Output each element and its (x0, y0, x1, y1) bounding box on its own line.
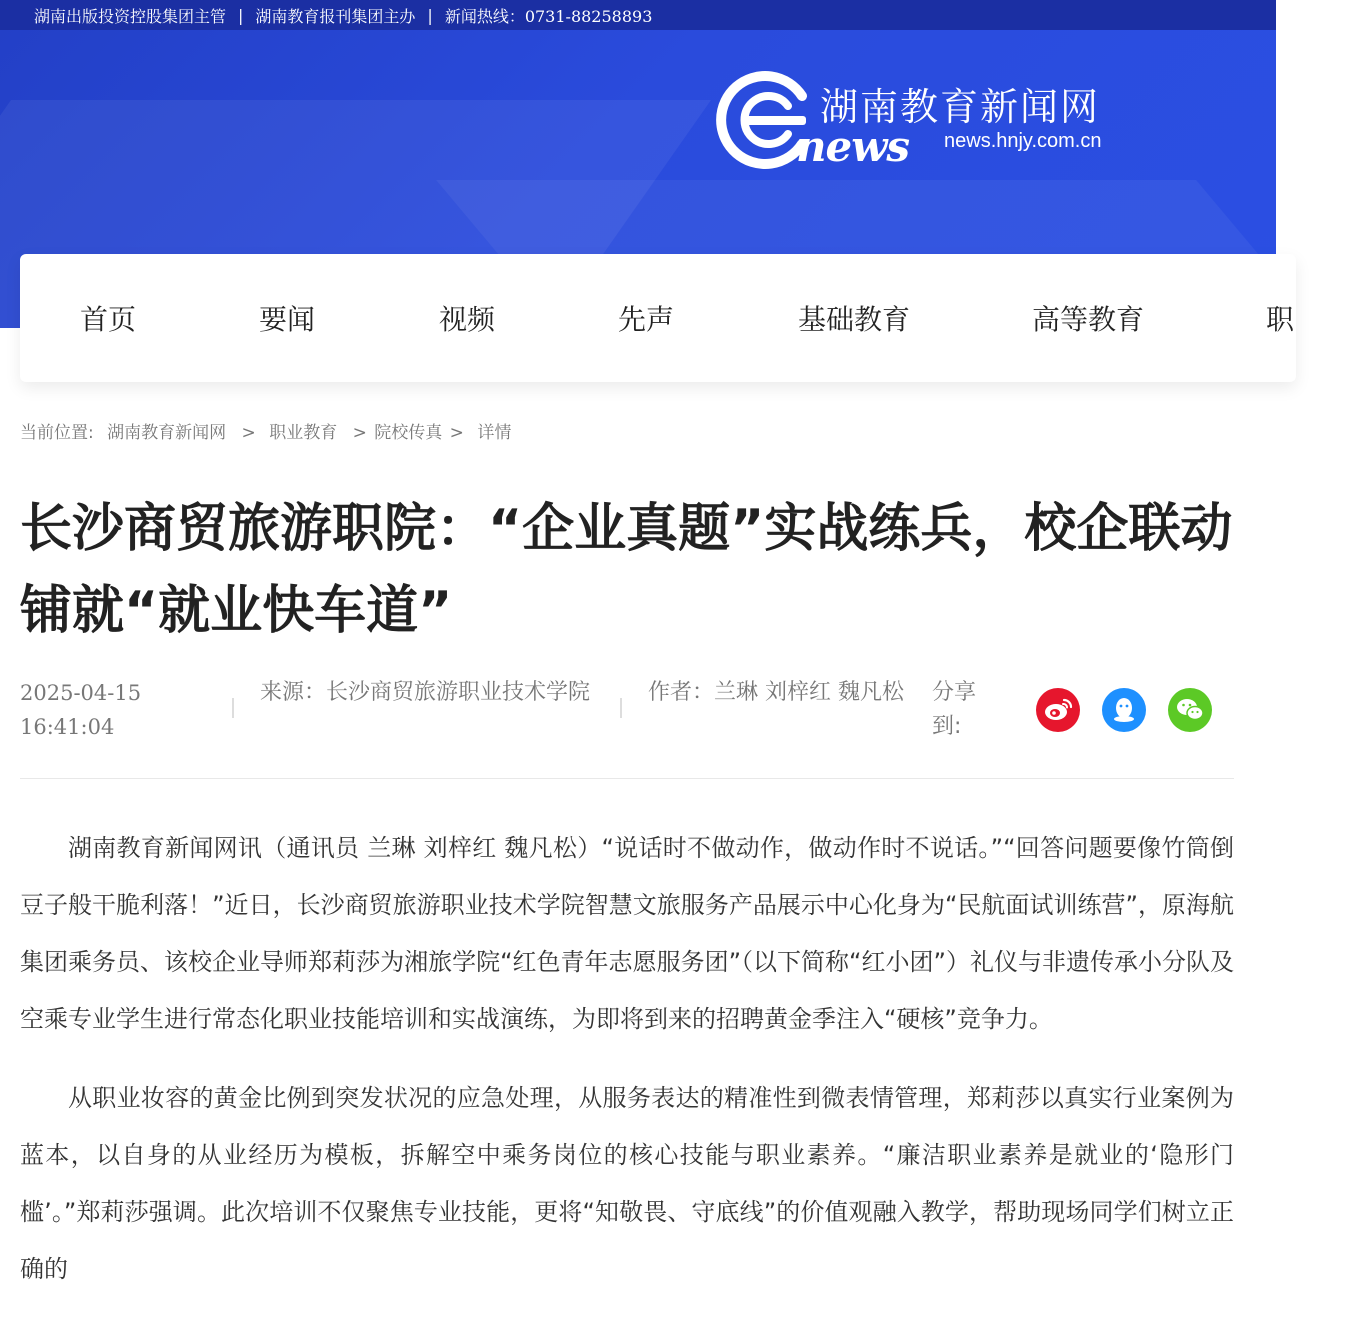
article-paragraph: 从职业妆容的黄金比例到突发状况的应急处理，从服务表达的精准性到微表情管理，郑莉莎以真实行业案例为蓝本，以自身的从业经历为模板，拆解空中乘务岗位的核心技能与职业素养。“廉洁职业素养是就业的‘隐形门槛’。”郑莉莎强调。此次培训不仅聚焦专业技能，更将“知敬畏、守底线”的价值观融入教学，帮助现场同学们树立正确的 (20, 1084, 1234, 1283)
breadcrumb-separator: > (352, 423, 367, 443)
main-nav (20, 254, 1296, 382)
logo-news-word: news (796, 122, 910, 171)
article-paragraph: 湖南教育新闻网讯（通讯员 兰琳 刘梓红 魏凡松）“说话时不做动作，做动作时不说话。”“回答问题要像竹筒倒豆子般干脆利落！”近日，长沙商贸旅游职业技术学院智慧文旅服务产品展示中心化身为“民航面试训练营”，原海航集团乘务员、该校企业导师郑莉莎为湘旅学院“红色青年志愿服务团”（以下简称“红小团”）礼仪与非遗传承小分队及空乘专业学生进行常态化职业技能培训和实战演练，为即将到来的招聘黄金季注入“硬核”竞争力。 (20, 834, 1234, 1033)
nav-item-home[interactable]: 首页 (80, 303, 137, 336)
wechat-icon[interactable] (1168, 688, 1212, 732)
breadcrumb-separator: > (449, 423, 464, 443)
nav-item-vocational[interactable]: 职 (1266, 303, 1295, 336)
weibo-icon[interactable] (1036, 688, 1080, 732)
top-bar (0, 0, 1276, 30)
hotline-text: 新闻热线：0731-88258893 (444, 6, 653, 26)
publish-date: 2025-04-15 16:41:04 (20, 681, 142, 739)
breadcrumb (20, 418, 519, 443)
breadcrumb-current: 详情 (477, 423, 512, 443)
meta-divider (620, 698, 622, 718)
article-title: 长沙商贸旅游职院：“企业真题”实战练兵，校企联动铺就“就业快车道” (20, 499, 1233, 641)
share-label: 分享到: (932, 680, 977, 739)
breadcrumb-separator: > (241, 423, 256, 443)
nav-item-higher-education[interactable]: 高等教育 (1032, 303, 1145, 336)
qq-icon[interactable] (1102, 688, 1146, 732)
logo-url: news.hnjy.com.cn (944, 130, 1102, 152)
meta-divider-line (20, 778, 1234, 779)
logo-title: 湖南教育新闻网 (820, 85, 1101, 129)
site-logo[interactable] (716, 70, 1136, 170)
topbar-separator: | (427, 5, 433, 25)
breadcrumb-label: 当前位置: (20, 423, 94, 443)
nav-item-headlines[interactable]: 要闻 (259, 303, 316, 336)
sponsor-text-2: 湖南教育报刊集团主办 (255, 6, 416, 26)
nav-item-video[interactable]: 视频 (439, 303, 496, 336)
topbar-separator: | (238, 5, 244, 25)
nav-item-xiansheng[interactable]: 先声 (618, 303, 675, 336)
breadcrumb-link-college-news[interactable]: 院校传真 (374, 423, 443, 443)
article-author: 作者：兰琳 刘梓红 魏凡松 (648, 680, 904, 705)
sponsor-text-1: 湖南出版投资控股集团主管 (34, 6, 227, 26)
nav-item-basic-education[interactable]: 基础教育 (798, 303, 911, 336)
article-source: 来源：长沙商贸旅游职业技术学院 (260, 680, 591, 705)
meta-divider (232, 698, 234, 718)
article-meta (20, 676, 1234, 746)
article-body (20, 820, 1234, 1320)
breadcrumb-link-vocational[interactable]: 职业教育 (269, 423, 338, 443)
breadcrumb-link-home[interactable]: 湖南教育新闻网 (107, 423, 227, 443)
